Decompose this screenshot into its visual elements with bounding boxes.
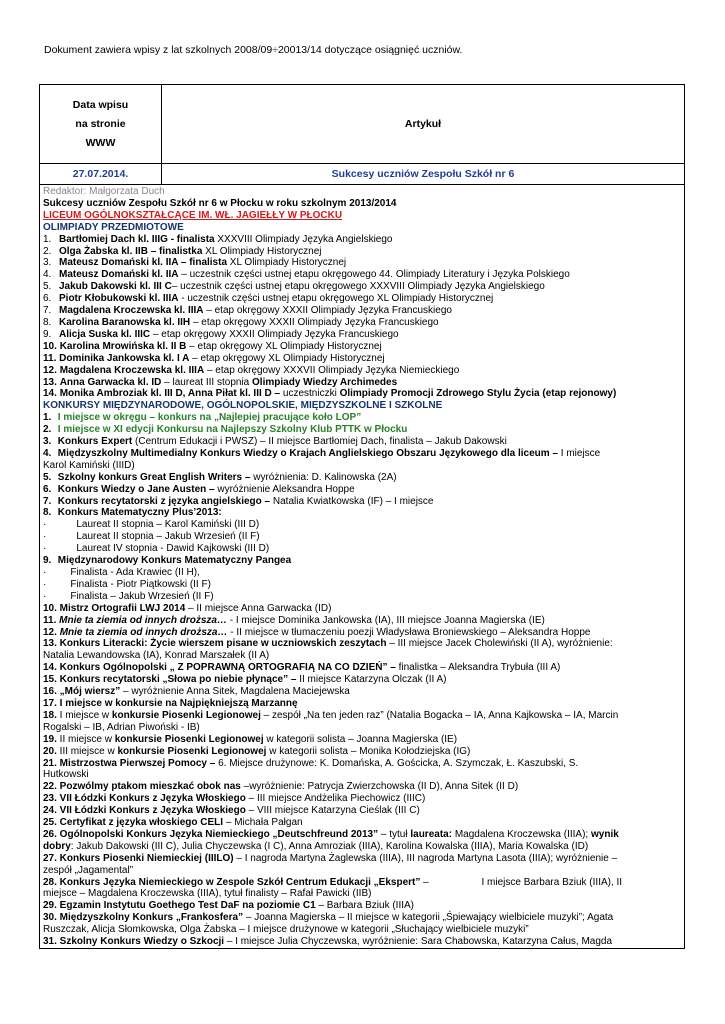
item-text: I miejsce w okręgu – konkurs na „Najlepiej pracujące koło LOP” (57, 412, 362, 424)
list-item (43, 936, 681, 948)
item-number: 14. (43, 388, 57, 400)
item-bold: Karolina Mrowińska kl. II B (59, 340, 187, 352)
sub-item: · Finalista – Jakub Wrzesień (II F) (43, 590, 214, 602)
item-bold: 24. VII Łódzki Konkurs z Języka Włoskiego (43, 805, 246, 817)
list-item (43, 329, 681, 341)
item-text: – Michała Pałgan (223, 817, 303, 829)
item-bold: 22. Pozwólmy ptakom mieszkać obok nas (43, 781, 241, 793)
list-item-continued: miejsce – Magdalena Kroczewska (IIIA), tytuł finalisty – Rafał Pawicki (IIB) (43, 888, 372, 900)
item-bold: Magdalena Kroczewska kl. IIIA (59, 364, 205, 376)
item-bold: Konkurs recytatorski z języka angielskiego – (57, 495, 271, 507)
item-bold: Anna Garwacka kl. ID (59, 376, 162, 388)
item-text: (Centrum Edukacji i PWSZ) – II miejsce Bartłomiej Dach, finalista – Jakub Dakowski (132, 436, 507, 448)
list-item-continued: Rogalski – IB, Adrian Piwoński - IB) (43, 721, 200, 733)
item-text: – etap okręgowy XL Olimpiady Historycznej (189, 352, 385, 364)
item-number: 6. (43, 293, 52, 305)
item-text: – tytuł (378, 828, 411, 840)
list-item-continued: Natalia Lewandowska (IA), Konrad Marszałek (II A) (43, 650, 270, 662)
item-text: – I nagroda Martyna Żaglewska (IIIA), III nagroda Martyna Lasota (IIIA); wyróżnienie – (233, 852, 618, 864)
item-bold: 15. Konkurs recytatorski „Słowa po niebie płynące” – (43, 674, 297, 686)
item-bold: Karolina Baranowska kl. IIH (59, 316, 191, 328)
list-item-continued: Karol Kamiński (IIID) (43, 459, 135, 471)
item-bold: Konkurs Wiedzy o Jane Austen – (57, 483, 215, 495)
date-column-header (40, 85, 162, 163)
item-bold: Mateusz Domański kl. IIA (59, 269, 179, 281)
item-text: wyróżnienia: D. Kalinowska (2A) (250, 471, 397, 483)
item-bold: Konkurs Expert (57, 436, 133, 448)
item-bold: 27. Konkurs Piosenki Niemieckiej (IIILO) (43, 852, 234, 864)
item-number: 4. (43, 269, 52, 281)
list-item (43, 758, 681, 770)
item-bold: dobry (43, 840, 71, 852)
item-bold: Konkurs Matematyczny Plus’2013: (57, 507, 222, 519)
list-item (43, 638, 681, 650)
item-bold: 26. Ogólnopolski Konkurs Języka Niemieckiego „Deutschfreund 2013” (43, 828, 379, 840)
item-bold: Dominika Jankowska kl. I A (59, 352, 190, 364)
item-bold: 12. (43, 626, 60, 638)
table-header (40, 85, 684, 164)
editor-line: Redaktor: Małgorzata Duch (43, 186, 165, 197)
item-text: – etap okręgowy XL Olimpiady Historycznej (186, 340, 382, 352)
item-bold: Monika Ambroziak kl. III D, Anna Piłat kl. III D – (59, 388, 281, 400)
list-item: 7. Konkurs recytatorski z języka angielskiego – Natalia Kwiatkowska (IF) – I miejsce (43, 495, 434, 507)
item-number: 9. (43, 328, 52, 340)
item-bold: 28. Konkurs Języka Niemieckiego w Zespole Szkół Centrum Edukacji „Ekspert” (43, 876, 421, 888)
item-bold: Magdalena Kroczewska kl. IIIA (59, 305, 204, 317)
list-item (43, 293, 681, 305)
intro-text: Dokument zawiera wpisy z lat szkolnych 2008/09÷20013/14 dotyczące osiągnięć uczniów. (44, 44, 463, 56)
item-bold: laureata: (410, 828, 453, 840)
item-text: – etap okręgowy XXXII Olimpiady Języka Francuskiego (150, 328, 399, 340)
list-item (43, 829, 681, 841)
list-item-continued: Hutkowski (43, 769, 89, 781)
school-name: LICEUM OGÓLNOKSZTAŁCĄCE IM. WŁ. JAGIEŁŁY W PŁOCKU (43, 209, 343, 221)
item-bold: konkursie Piosenki Legionowej (114, 733, 264, 745)
item-bold: 18. (43, 709, 57, 721)
list-item (43, 281, 681, 293)
item-number: 13. (43, 376, 57, 388)
list-item: 17. I miejsce w konkursie na Najpiękniejszą Marzannę (43, 697, 298, 709)
item-text: – etap okręgowy XXXII Olimpiady Języka Francuskiego (203, 305, 452, 317)
list-item (43, 817, 681, 829)
item-bold: 19. (43, 733, 57, 745)
item-bold: Alicja Suska kl. IIIC (59, 328, 151, 340)
list-item (43, 877, 681, 889)
list-item (43, 257, 681, 269)
sub-item-text: Finalista - Piotr Piątkowski (II F) (70, 578, 211, 590)
item-text: – I miejsce Julia Chyczewska, wyróżnienie: Sara Chabowska, Katarzyna Całus, Magda (224, 936, 613, 948)
list-item (43, 662, 681, 674)
list-item (43, 353, 681, 365)
item-text: - I miejsce Dominika Jankowska (IA), III miejsce Joanna Magierska (IE) (226, 614, 545, 626)
item-text: – uczestnik części ustnej etapu okręgowego 44. Olimpiady Literatury i Języka Polskiego (178, 269, 570, 281)
item-number: 1. (43, 233, 52, 245)
item-number: 2. (43, 245, 52, 257)
item-text: – III miejsce Jacek Cholewiński (II A), wyróżnienie: (386, 638, 613, 650)
list-item (43, 234, 681, 246)
item-number: 8. (43, 316, 52, 328)
articles-table (39, 84, 685, 949)
article-column-header: Artykuł (404, 118, 442, 130)
sub-item: · Finalista - Ada Krawiec (II H), (43, 567, 200, 578)
list-item: 8. Konkurs Matematyczny Plus’2013: (43, 507, 222, 519)
item-text: uczestniczki (280, 388, 340, 400)
article-body (40, 185, 684, 948)
item-text: – II miejsce Anna Garwacka (ID) (185, 602, 332, 614)
table-row (40, 164, 684, 185)
item-text: XL Olimpiady Historycznej (202, 245, 322, 257)
list-item (43, 793, 681, 805)
item-bold: Piotr Kłobukowski kl. IIIA (59, 293, 179, 305)
item-text: – etap okręgowy XXXII Olimpiady Języka Francuskiego (190, 316, 439, 328)
item-text: II miejsce w (56, 733, 115, 745)
item-text: – zespół „Na ten jeden raz” (Natalia Bogacka – IA, Anna Kajkowska – IA, Marcin (260, 709, 619, 721)
item-text: – I miejsce Barbara Bziuk (IIIA), II (420, 876, 623, 888)
list-item (43, 365, 681, 377)
list-item (43, 746, 681, 758)
sub-item: · Finalista - Piotr Piątkowski (II F) (43, 578, 211, 590)
entry-title: Sukcesy uczniów Zespołu Szkół nr 6 (331, 168, 515, 180)
item-text: – uczestnik części ustnej etapu okręgowego XXXVIII Olimpiady Języka Angielskiego (171, 281, 545, 293)
sub-item: · Laureat II stopnia – Jakub Wrzesień (II F) (43, 531, 260, 543)
item-bold: wynik (591, 828, 619, 840)
item-text: – etap okręgowy XXXVII Olimpiady Języka Niemieckiego (204, 364, 460, 376)
item-bold: Mateusz Domański kl. IIA – finalista (59, 257, 228, 269)
date-header-line1: Data wpisu (72, 98, 129, 111)
item-text: – III miejsce Andżelika Piechowicz (IIIC) (245, 793, 426, 805)
item-bold: Szkolny konkurs Great English Writers – (57, 471, 251, 483)
item-text: – VIII miejsce Katarzyna Cieślak (III C) (245, 805, 420, 817)
item-text: III miejsce w (56, 745, 118, 757)
list-item-continued: zespół „Jagamental” (43, 864, 134, 876)
item-bold: 30. Międzyszkolny Konkurs „Frankosfera” (43, 912, 244, 924)
item-bold: Olimpiady Wiedzy Archimedes (252, 376, 398, 388)
item-bold: 31. Szkolny Konkurs Wiedzy o Szkocji (43, 936, 225, 948)
item-bold: Międzynarodowy Konkurs Matematyczny Pangea (57, 555, 292, 567)
item-bold: Jakub Dakowski kl. III C (59, 281, 172, 293)
article-heading: Sukcesy uczniów Zespołu Szkół nr 6 w Płocku w roku szkolnym 2013/2014 (43, 197, 397, 209)
date-header-line2: na stronie (75, 117, 126, 130)
list-item (43, 377, 681, 389)
sub-item-text: Laureat II stopnia – Jakub Wrzesień (II F) (76, 531, 260, 543)
item-text: –wyróżnienie: Patrycja Zwierzchowska (II D), Anna Sitek (II D) (240, 781, 519, 793)
item-bold: 29. Egzamin Instytutu Goethego Test DaF na poziomie C1 (43, 900, 316, 912)
list-item (43, 686, 681, 698)
item-text: II miejsce Katarzyna Olczak (II A) (296, 674, 447, 686)
olympiads-title: OLIMPIADY PRZEDMIOTOWE (43, 221, 184, 233)
item-number: 12. (43, 364, 57, 376)
sub-item-text: Finalista - Ada Krawiec (II H), (70, 567, 200, 578)
sub-item: · Laureat II stopnia – Karol Kamiński (III D) (43, 519, 260, 531)
item-bold: konkursie Piosenki Legionowej (117, 745, 267, 757)
list-item (43, 805, 681, 817)
item-number: 11. (43, 352, 57, 364)
item-bold: 21. Mistrzostwa Pierwszej Pomocy – (43, 757, 216, 769)
item-text: wyróżnienie Aleksandra Hoppe (214, 483, 355, 495)
list-item (43, 317, 681, 329)
list-item (43, 853, 681, 865)
item-number: 7. (43, 305, 52, 317)
item-bold: 11. (43, 614, 60, 626)
list-item (43, 710, 681, 722)
item-number: 3. (43, 257, 52, 269)
list-item (43, 674, 681, 686)
item-bold: 13. Konkurs Literacki: Życie wierszem pisane w uczniowskich zeszytach (43, 638, 387, 650)
item-bold: 10. Mistrz Ortografii LWJ 2014 (43, 602, 186, 614)
item-text: w kategorii solista – Joanna Magierska (IE) (263, 733, 458, 745)
item-text: XXXVIII Olimpiady Języka Angielskiego (214, 233, 393, 245)
item-text: – wyróżnienie Anna Sitek, Magdalena Maciejewska (120, 686, 350, 698)
list-item (43, 246, 681, 258)
item-text: : Jakub Dakowski (III C), Julia Chyczewska (I C), Anna Amroziak (IIIA), Karolina Kowalska (IIIA), Maria Kowalska (ID) (70, 840, 589, 852)
list-item: 4. Międzyszkolny Multimedialny Konkurs Wiedzy o Krajach Anglielskiego Obszaru Językowego dla liceum – I miejsce (43, 447, 601, 459)
item-bold: Międzyszkolny Multimedialny Konkurs Wiedzy o Krajach Anglielskiego Obszaru Językowego dla liceum – (57, 447, 559, 459)
list-item (43, 603, 681, 615)
list-item (43, 341, 681, 353)
item-text: w kategorii solista – Monika Kołodziejska (IG) (266, 745, 471, 757)
list-item (43, 734, 681, 746)
list-item (43, 781, 681, 793)
list-item-continued: Ruszczak, Alicja Słomkowska, Olga Żabska – I miejsce drużynowe w kategorii „Słuchający wielbiciele muzyki” (43, 924, 529, 936)
list-item: 5. Szkolny konkurs Great English Writers – wyróżnienia: D. Kalinowska (2A) (43, 471, 397, 483)
item-italic: Mnie ta ziemia od innych droższa… (59, 614, 227, 626)
item-text: I miejsce w XI edycji Konkursu na Najlepszy Szkolny Klub PTTK w Płocku (57, 424, 408, 436)
item-text: I miejsce w (56, 709, 112, 721)
list-item (43, 912, 681, 924)
list-item (43, 900, 681, 912)
item-text: – Joanna Magierska – II miejsce w kategorii „Śpiewający wielbiciele muzyki”; Agata (243, 912, 614, 924)
sub-item-text: Laureat II stopnia – Karol Kamiński (III D) (76, 519, 260, 531)
sub-item-text: Finalista – Jakub Wrzesień (II F) (70, 590, 214, 602)
item-text: – Barbara Bziuk (IIIA) (315, 900, 415, 912)
item-text: - uczestnik części ustnej etapu okręgowego XL Olimpiady Historycznej (178, 293, 494, 305)
item-bold: 20. (43, 745, 57, 757)
item-text: 6. Miejsce drużynowe: K. Domańska, A. Gościcka, A. Szymczak, Ł. Kaszubski, S. (215, 757, 579, 769)
list-item (43, 615, 681, 627)
date-header-line3: WWW (85, 136, 116, 149)
item-bold: 25. Certyfikat z języka włoskiego CELI (43, 817, 224, 829)
list-item (43, 388, 681, 400)
item-text: I miejsce (558, 447, 601, 459)
list-item: 6. Konkurs Wiedzy o Jane Austen – wyróżnienie Aleksandra Hoppe (43, 483, 355, 495)
entry-date: 27.07.2014. (40, 164, 162, 184)
list-item: 2. I miejsce w XI edycji Konkursu na Najlepszy Szkolny Klub PTTK w Płocku (43, 424, 408, 436)
item-number: 10. (43, 340, 57, 352)
sub-item-text: Laureat IV stopnia - Dawid Kajkowski (III D) (76, 543, 270, 555)
list-item: 9. Międzynarodowy Konkurs Matematyczny Pangea (43, 555, 292, 567)
item-text: Magdalena Kroczewska (IIIA); (452, 828, 591, 840)
item-bold: 23. VII Łódzki Konkurs z Języka Włoskiego (43, 793, 246, 805)
item-italic: Mnie ta ziemia od innych droższa… (59, 626, 228, 638)
item-text: finalistka – Aleksandra Trybuła (III A) (395, 662, 561, 674)
contests-title: KONKURSY MIĘDZYNARODOWE, OGÓLNOPOLSKIE, MIĘDZYSZKOLNE I SZKOLNE (43, 400, 443, 412)
item-bold: Olga Żabska kl. IIB – finalistka (59, 245, 203, 257)
list-item: 1. I miejsce w okręgu – konkurs na „Najlepiej pracujące koło LOP” (43, 412, 362, 424)
item-text: Natalia Kwiatkowska (IF) – I miejsce (270, 495, 434, 507)
item-text: - II miejsce w tłumaczeniu poezji Władysława Broniewskiego – Aleksandra Hoppe (227, 626, 591, 638)
list-item (43, 627, 681, 639)
list-item (43, 269, 681, 281)
list-item-continued (43, 841, 681, 853)
item-number: 5. (43, 281, 52, 293)
list-item (43, 305, 681, 317)
list-item: 3. Konkurs Expert (Centrum Edukacji i PWSZ) – II miejsce Bartłomiej Dach, finalista – Jakub Dakowski (43, 436, 507, 448)
olympiads-list (43, 234, 681, 401)
item-bold: konkursie Piosenki Legionowej (111, 709, 261, 721)
item-text: XL Olimpiady Historycznej (227, 257, 347, 269)
item-bold: 14. Konkurs Ogólnopolski „ Z POPRAWNĄ ORTOGRAFIĄ NA CO DZIEŃ” – (43, 662, 396, 674)
item-text: – laureat III stopnia (161, 376, 253, 388)
item-bold: Olimpiady Promocji Zdrowego Stylu Życia (etap rejonowy) (339, 388, 617, 400)
item-bold: 16. „Mój wiersz” (43, 686, 121, 698)
sub-item: · Laureat IV stopnia - Dawid Kajkowski (III D) (43, 543, 270, 555)
item-bold: Bartłomiej Dach kl. IIIG - finalista (59, 233, 215, 245)
